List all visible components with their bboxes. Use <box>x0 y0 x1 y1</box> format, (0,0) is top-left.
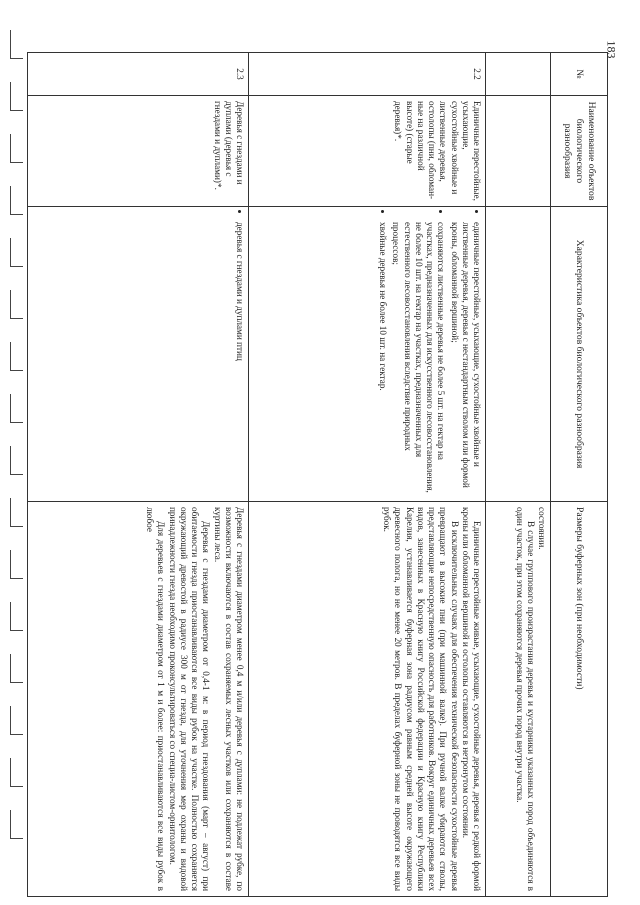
object-characteristic <box>249 207 486 502</box>
list-item: • единичные перестойные, усыхающие, сухостойные хвойные и лиственные деревья, деревья с нестандартным стволом или формой кроны, обломанной вершиной; <box>448 222 482 496</box>
header-buffer-zones: Размеры буферных зон (при необходимости) <box>551 502 608 897</box>
table-row-2-3 <box>28 53 249 897</box>
buffer-cell: Единичные перестойные живые, усыхающие, сухостойные деревья, деревья с редкой формой кроны или обломанной вершиной и остолопы оставляются в нетронутом состоянии. В исключительных случаях для обеспечения технической безопасности сухостойные деревья превращают в высокие пни (при машинной валке). При ручной валке убираются стволы, представляющие непосредственную опасность для работников. Вокруг единичных деревьев всех видов, занесенных в Красную книгу Российской федерации и Красную книгу Республики Карелия, устанавливается буферная зона радиусом равным средней высоте окружающего древесного полога, но не менее 20 метров. В пределах буферной зоны не проводятся все виды рубок. <box>249 502 486 897</box>
rotated-document-page <box>48 52 608 891</box>
header-number: № <box>551 53 608 96</box>
buffer-cell: Деревья с гнездами диаметром менее 0,4 м и/или деревья с дуплами: не подлежат рубке, по возможности включаются в состав сохраняемых лесных участков или сохраняются в составе куртины леса. Деревья с гнездами диаметром от 0,4-1 м: в период гнездования (март – август) при обитаемости гнезда приостанавливаются все виды рубок на участке. Полностью сохраняется окружающий древостой в радиусе 300 м от гнезда, для уточнения мер охраны и видовой принадлежности гнезда необходимо проконсультироваться со специа-листом-орнитологом. Для деревьев с гнездами диаметром от 1 м и более: приостанавливаются все виды рубок в любое <box>28 502 249 897</box>
list-item: • хвойные деревья не более 10 шт. на гектар. <box>377 222 388 496</box>
object-characteristic <box>28 207 249 502</box>
biodiversity-objects-table <box>27 52 608 897</box>
table-header-row <box>551 53 608 897</box>
binding-marks <box>10 0 24 905</box>
object-name: Деревья с гнездами и дуплами (деревья с гнездами и дуплами)*. <box>28 96 249 207</box>
list-item: • сохраняются лиственные деревья не более 5 шт. на гектар на участках, предназначенных для искусственного лесовосстановления, не более 10 шт. на гектар на участках, предназначенных для естественного лесовосстановления вследствие природных процессов; <box>390 222 446 496</box>
header-name: Наименование объектов биологического разнообразия <box>551 96 608 207</box>
row-number: 2.3 <box>28 53 249 96</box>
page-number: 183 <box>604 40 619 59</box>
buffer-cell: состоянии. В случае группового произрастания деревья и кустарники указанных пород объединяются в один участок, при этом сохраняются деревья прочих пород внутри участка. <box>486 502 551 897</box>
header-characteristic: Характеристика объектов биологического разнообразия <box>551 207 608 502</box>
object-name: Единичные перестойные, усыхающие, сухостойные хвойные и лиственные деревья, остолопы (пни, обломан-ные на различной высоте) (старые деревья)*. <box>249 96 486 207</box>
table-row-2-2 <box>249 53 486 897</box>
list-item: • деревья с гнездами и дуплами птиц <box>234 222 245 496</box>
row-number: 2.2 <box>249 53 486 96</box>
table-row-continuation <box>486 53 551 897</box>
